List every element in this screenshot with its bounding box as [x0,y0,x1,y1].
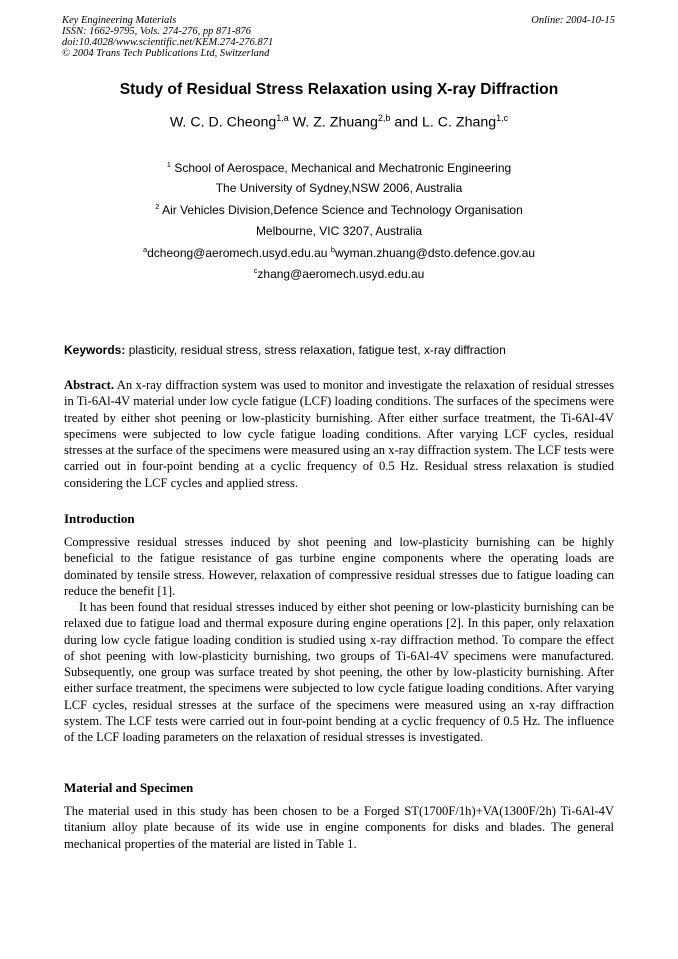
issn-line: ISSN: 1662-9795, Vols. 274-276, pp 871-876 [62,26,251,37]
paper-title: Study of Residual Stress Relaxation using X-ray Diffraction [119,81,559,98]
doi-line: doi:10.4028/www.scientific.net/KEM.274-276.871 [62,37,274,48]
author-affiliation-mark: 2,b [377,113,391,123]
email-b: wyman.zhuang@dsto.defence.gov.au [334,246,536,260]
introduction-heading: Introduction [64,511,135,526]
author-list [0,113,678,131]
author-affiliation-mark: 1,c [496,113,509,123]
material-heading: Material and Specimen [64,780,194,795]
abstract [64,377,614,491]
affiliation-text: School of Aerospace, Mechanical and Mechatronic Engineering [174,161,512,175]
author-name: W. Z. Zhuang [292,114,378,131]
online-date: Online: 2004-10-15 [531,15,615,26]
keywords [64,343,506,357]
email-c: zhang@aeromech.usyd.edu.au [257,267,425,281]
affiliation-text: Air Vehicles Division,Defence Science and Technology Organisation [162,203,523,217]
keywords-text: plasticity, residual stress, stress relaxation, fatigue test, x-ray diffraction [128,343,506,357]
journal-name: Key Engineering Materials [62,15,177,26]
author-affiliation-mark: 1,a [276,113,289,123]
introduction-paragraph-1: Compressive residual stresses induced by shot peening and low-plasticity burnishing can be highly beneficial to the fatigue resistance of gas turbine engine components where the operating loads are dominated by tensile stress. However, relaxation of compressive residual stresses due to fatigue loading can reduce the benefit [1]. [64,535,614,598]
journal-header [62,15,273,59]
email-line-2 [0,266,678,281]
abstract-label: Abstract. [64,378,115,392]
author-name: W. C. D. Cheong [169,114,277,131]
email-a: dcheong@aeromech.usyd.edu.au [147,246,328,260]
affiliation-2-line-1 [0,202,678,217]
copyright-line: © 2004 Trans Tech Publications Ltd, Switzerland [62,48,270,59]
email-mark: a [142,245,148,254]
abstract-text: An x-ray diffraction system was used to monitor and investigate the relaxation of residual stresses in Ti-6Al-4V material under low cycle fatigue (LCF) loading conditions. The surfaces of the specimens were treated by either shot peening or low-plasticity burnishing. After either surface treatment, the Ti-6Al-4V specimens were subjected to low cycle fatigue loading conditions. After varying LCF cycles, residual stresses at the surface of the specimens were measured using an x-ray diffraction system. The LCF tests were carried out in four-point bending at a cyclic frequency of 0.5 Hz. Residual stress relaxation is studied considering the LCF cycles and applied stress. [64,378,614,490]
affiliation-mark: 1 [166,160,171,169]
email-line-1 [0,245,678,260]
material-paragraph-1: The material used in this study has been chosen to be a Forged ST(1700F/1h)+VA(1300F/2h) Ti-6Al-4V titanium alloy plate because of its wide use in engine components for disks and blades. The general mechanical properties of the material are listed in Table 1. [64,804,614,851]
keywords-label: Keywords: [64,343,126,357]
affiliation-2-line-2: Melbourne, VIC 3207, Australia [255,224,423,238]
affiliation-1-line-1 [0,160,678,175]
introduction-paragraph-2: It has been found that residual stresses induced by either shot peening or low-plasticity burnishing can be relaxed due to fatigue load and thermal exposure during engine operations [2]. In this paper, only relaxation during low cycle fatigue loading condition is studied using x-ray diffraction method. To compare the effect of shot peening with low-plasticity burnishing, two groups of Ti-6Al-4V specimens were manufactured. Subsequently, one group was surface treated by shot peening, the other by low-plasticity burnishing. After either surface treatment, the specimens were subjected to low cycle fatigue loading conditions. After varying LCF cycles, residual stresses at the surface of the specimens were measured using an x-ray diffraction system. The LCF tests were carried out in four-point bending at a cyclic frequency of 0.5 Hz. The influence of the LCF loading parameters on the relaxation of residual stresses is investigated. [64,600,614,745]
email-mark: c [253,266,258,275]
affiliation-1-line-2: The University of Sydney,NSW 2006, Australia [215,181,463,195]
author-conjunction: and [394,114,419,131]
email-mark: b [330,245,335,254]
affiliation-mark: 2 [155,202,160,211]
author-name: L. C. Zhang [422,114,497,131]
